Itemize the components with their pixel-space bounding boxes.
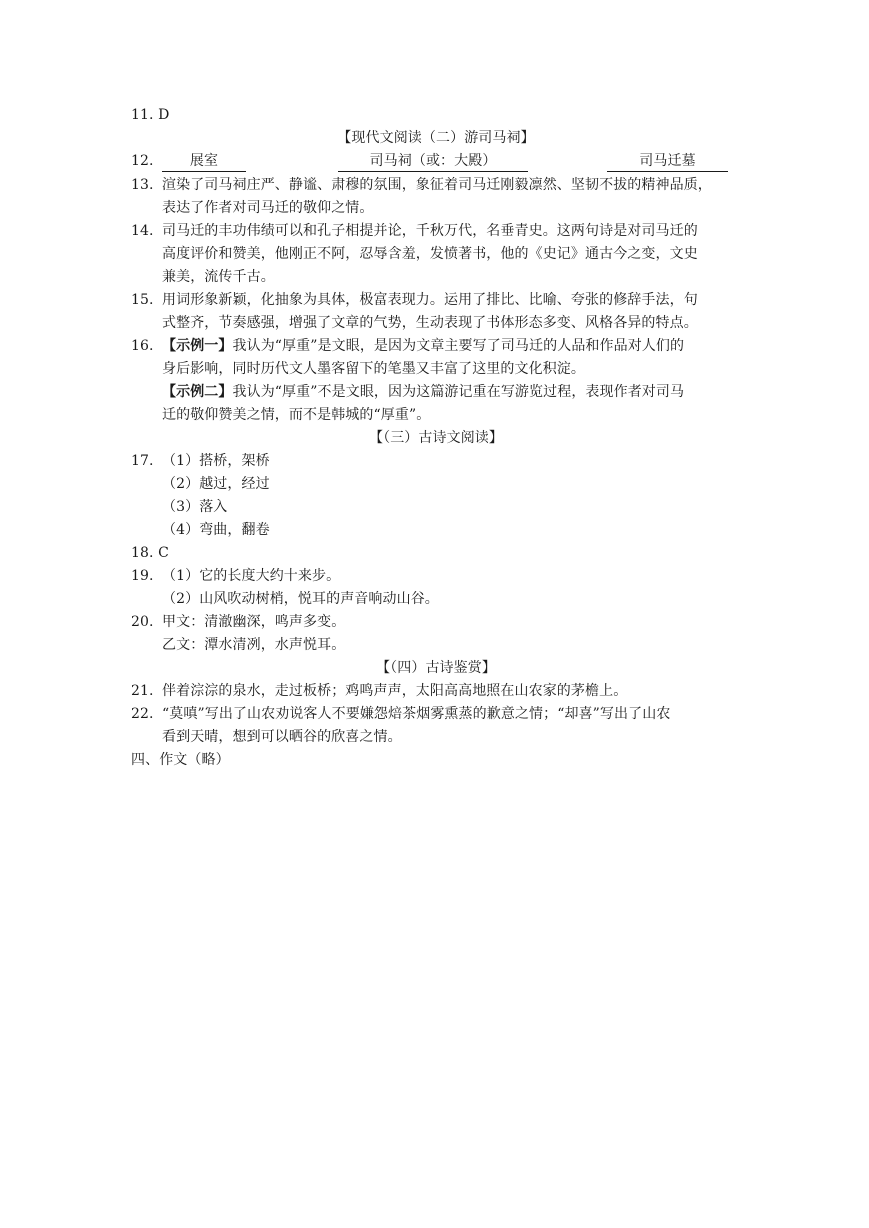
answer-19-line-1 [131,565,741,587]
answer-12-blank-1 [162,150,246,172]
answer-20-item-1: 甲文：清澈幽深，鸣声多变。 [162,614,346,630]
section-heading-classical-reading [131,427,741,449]
answer-13-line-1 [131,174,741,196]
answer-12-blank-3-text: 司马迁墓 [639,153,696,169]
answer-18-text: 18. C [131,545,169,561]
answer-16-line-2 [162,358,741,380]
answer-21-text: 伴着淙淙的泉水，走过板桥；鸡鸣声声，太阳高高地照在山农家的茅檐上。 [162,683,628,699]
answer-22-line-1 [131,703,741,725]
answer-16-number: 16. [131,338,154,354]
example-2-tag: 【示例二】 [162,384,233,400]
answer-20-line-1 [131,611,741,633]
answer-12-blank-1-text: 展室 [189,153,219,169]
answer-12-blank-3 [607,150,728,172]
answer-22-text-1: “莫嗔”写出了山农劝说客人不要嫌怨焙茶烟雾熏蒸的歉意之情；“却喜”写出了山农 [162,706,671,722]
answer-14-text-2: 高度评价和赞美，他刚正不阿，忍辱含羞，发愤著书，他的《史记》通古今之变，文史 [162,246,698,262]
answer-14-text-1: 司马迁的丰功伟绩可以和孔子相提并论，千秋万代，名垂青史。这两句诗是对司马迁的 [162,223,698,239]
answer-16-text-2: 身后影响，同时历代文人墨客留下的笔墨又丰富了这里的文化积淀。 [162,361,585,377]
answer-15-line-1 [131,289,741,311]
answer-22-text-2: 看到天晴，想到可以晒谷的欣喜之情。 [162,729,402,745]
answer-15-text-2: 式整齐，节奏感强，增强了文章的气势，生动表现了书体形态多变、风格各异的特点。 [162,315,698,331]
answer-17-number: 17. [131,453,154,469]
answer-19-number: 19. [131,568,154,584]
answer-14-line-1 [131,220,741,242]
answer-15-text-1: 用词形象新颖，化抽象为具体，极富表现力。运用了排比、比喻、夸张的修辞手法，句 [162,292,698,308]
answer-21-number: 21. [131,683,154,699]
answer-21 [131,680,741,702]
example-1-tag: 【示例一】 [162,338,233,354]
section-heading-text: 【（四）古诗鉴赏】 [376,660,496,676]
answer-12 [131,150,741,172]
answer-17-item-3: （3）落入 [162,499,228,515]
answer-17-line-3 [162,496,741,518]
answer-15-line-2 [162,312,741,334]
answer-17-item-2: （2）越过，经过 [162,476,270,492]
answer-20-item-2: 乙文：潭水清冽，水声悦耳。 [162,637,346,653]
section-heading-text: 【（三）古诗文阅读】 [369,430,503,446]
answer-11-text: 11. D [131,107,170,123]
answer-13-line-2 [162,197,741,219]
answer-19-item-1: （1）它的长度大约十来步。 [162,568,341,584]
answer-15-number: 15. [131,292,154,308]
answer-16-line-1 [131,335,741,357]
answer-12-blank-2 [338,150,528,172]
answer-16-line-3 [162,381,741,403]
answer-16-text-3: 我认为“厚重”不是文眼，因为这篇游记重在写游览过程，表现作者对司马 [232,384,685,400]
composition [131,749,741,771]
answer-18 [131,542,741,564]
answer-13-text-2: 表达了作者对司马迁的敬仰之情。 [162,200,374,216]
composition-text: 四、作文（略） [131,752,230,768]
answer-11 [131,104,741,126]
answer-16-text-1: 我认为“厚重”是文眼，是因为文章主要写了司马迁的人品和作品对人们的 [232,338,685,354]
answer-16-line-4 [162,404,741,426]
answer-13-text-1: 渲染了司马祠庄严、静谧、肃穆的氛围，象征着司马迁刚毅凛然、坚韧不拔的精神品质， [162,177,712,193]
answer-14-line-2 [162,243,741,265]
answer-17-line-2 [162,473,741,495]
answer-17-item-4: （4）弯曲，翻卷 [162,522,270,538]
answer-20-number: 20. [131,614,154,630]
answer-22-line-2 [162,726,741,748]
answer-12-blank-2-text: 司马祠（或：大殿） [369,153,497,169]
answer-20-line-2 [162,634,741,656]
answer-14-number: 14. [131,223,154,239]
answer-22-number: 22. [131,706,154,722]
section-heading-text: 【现代文阅读（二）游司马祠】 [337,130,535,146]
answer-14-text-3: 兼美，流传千古。 [162,269,275,285]
answer-19-line-2 [162,588,741,610]
answer-17-item-1: （1）搭桥，架桥 [162,453,270,469]
section-heading-modern-reading-2 [131,127,741,149]
section-heading-poetry-appreciation [131,657,741,679]
answer-16-text-4: 迁的敬仰赞美之情，而不是韩城的“厚重”。 [162,407,431,423]
answer-17-line-4 [162,519,741,541]
answer-19-item-2: （2）山风吹动树梢，悦耳的声音响动山谷。 [162,591,439,607]
answer-13-number: 13. [131,177,154,193]
answer-14-line-3 [162,266,741,288]
answer-12-number: 12. [131,153,154,169]
answer-17-line-1 [131,450,741,472]
